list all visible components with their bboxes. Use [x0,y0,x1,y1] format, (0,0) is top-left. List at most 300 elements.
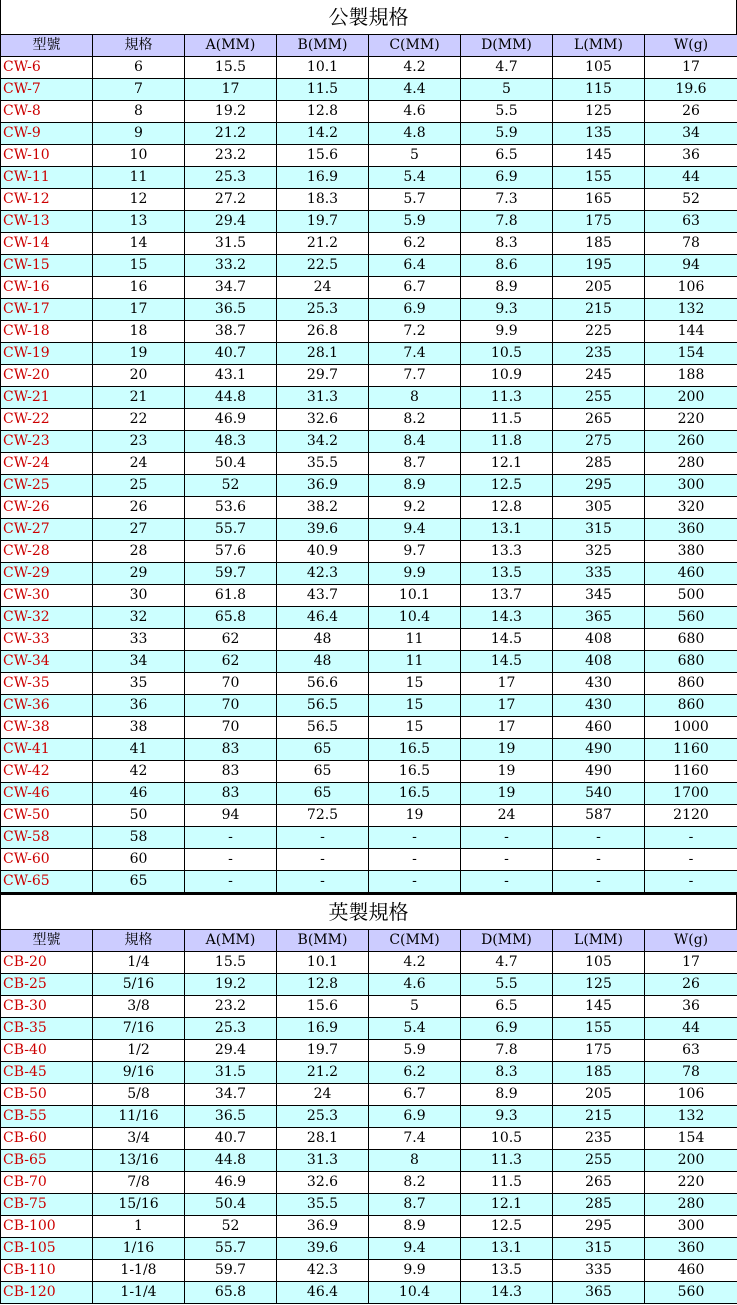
table-cell: 38.7 [185,321,277,343]
table-cell: 33.2 [185,255,277,277]
table-cell: 7 [93,79,185,101]
model-cell: CW-60 [1,849,93,871]
table-cell: 13/16 [93,1150,185,1172]
model-cell: CW-14 [1,233,93,255]
table-cell: 62 [185,629,277,651]
table-cell: 15.6 [277,145,369,167]
table-cell: 8 [369,1150,461,1172]
table-cell: 6.5 [461,996,553,1018]
model-cell: CW-58 [1,827,93,849]
table-cell: 29.4 [185,1040,277,1062]
table-cell: 19 [93,343,185,365]
table-cell: 7.4 [369,343,461,365]
table-cell: 9.2 [369,497,461,519]
imperial-title: 英製規格 [0,895,737,929]
table-cell: - [645,849,737,871]
table-cell: 63 [645,1040,737,1062]
table-cell: 220 [645,1172,737,1194]
table-cell: 17 [185,79,277,101]
table-row [1,255,737,277]
table-cell: 8.6 [461,255,553,277]
table-cell: 11 [93,167,185,189]
column-header: A(MM) [185,35,277,57]
table-row [1,1106,737,1128]
metric-table [0,34,737,893]
table-cell: 55.7 [185,1238,277,1260]
table-cell: 8.7 [369,1194,461,1216]
table-row [1,1282,737,1304]
table-cell: 144 [645,321,737,343]
table-cell: 25.3 [185,1018,277,1040]
table-cell: 14.5 [461,651,553,673]
table-cell: 4.7 [461,57,553,79]
table-row [1,101,737,123]
table-cell: 9.3 [461,299,553,321]
table-cell: 94 [645,255,737,277]
table-cell: 52 [185,1216,277,1238]
table-cell: 14.2 [277,123,369,145]
table-cell: 315 [553,1238,645,1260]
table-cell: 46.9 [185,409,277,431]
table-row [1,563,737,585]
table-cell: 22.5 [277,255,369,277]
table-cell: 106 [645,277,737,299]
table-cell: 11.5 [461,1172,553,1194]
column-header: C(MM) [369,930,461,952]
table-cell: 540 [553,783,645,805]
table-cell: 56.6 [277,673,369,695]
table-cell: 12.8 [277,101,369,123]
model-cell: CB-50 [1,1084,93,1106]
table-cell: 275 [553,431,645,453]
table-row [1,57,737,79]
table-cell: 21.2 [277,233,369,255]
column-header: 型號 [1,35,93,57]
table-cell: 6.2 [369,233,461,255]
table-cell: 16.5 [369,761,461,783]
table-cell: 1/16 [93,1238,185,1260]
table-row [1,607,737,629]
table-cell: 4.2 [369,952,461,974]
table-cell: 4.2 [369,57,461,79]
table-cell: - [553,827,645,849]
table-cell: 10.1 [369,585,461,607]
table-cell: 46.4 [277,1282,369,1304]
model-cell: CW-24 [1,453,93,475]
table-cell: 345 [553,585,645,607]
table-cell: 1700 [645,783,737,805]
table-cell: 155 [553,167,645,189]
table-cell: 132 [645,299,737,321]
table-cell: 7.2 [369,321,461,343]
table-cell: 335 [553,1260,645,1282]
table-cell: - [277,827,369,849]
table-cell: 42.3 [277,1260,369,1282]
table-cell: 155 [553,1018,645,1040]
table-row [1,651,737,673]
table-cell: 65 [277,783,369,805]
table-cell: 587 [553,805,645,827]
table-cell: 408 [553,651,645,673]
table-cell: 31.5 [185,233,277,255]
table-cell: 32.6 [277,409,369,431]
table-cell: 460 [645,563,737,585]
table-cell: 12.8 [277,974,369,996]
table-cell: 29.7 [277,365,369,387]
table-row [1,299,737,321]
table-cell: 10.5 [461,1128,553,1150]
table-cell: 65 [277,739,369,761]
table-cell: 5/8 [93,1084,185,1106]
table-cell: 35.5 [277,1194,369,1216]
table-cell: 48 [277,629,369,651]
table-cell: 560 [645,607,737,629]
model-cell: CW-20 [1,365,93,387]
table-cell: 5.5 [461,974,553,996]
table-cell: 13.1 [461,1238,553,1260]
imperial-table [0,929,737,1304]
table-cell: 41 [93,739,185,761]
table-cell: 52 [185,475,277,497]
table-row [1,497,737,519]
table-cell: 44.8 [185,1150,277,1172]
table-cell: 325 [553,541,645,563]
table-cell: 65.8 [185,607,277,629]
table-row [1,541,737,563]
model-cell: CW-9 [1,123,93,145]
table-cell: 15 [93,255,185,277]
table-cell: 24 [93,453,185,475]
table-cell: 25.3 [277,1106,369,1128]
model-cell: CW-17 [1,299,93,321]
model-cell: CW-23 [1,431,93,453]
table-cell: 65 [93,871,185,893]
table-cell: 145 [553,145,645,167]
table-cell: 185 [553,233,645,255]
table-cell: 5.4 [369,1018,461,1040]
table-cell: 3/8 [93,996,185,1018]
table-cell: 24 [277,277,369,299]
table-cell: 19.2 [185,101,277,123]
table-cell: 56.5 [277,695,369,717]
table-cell: 18.3 [277,189,369,211]
table-cell: 36.9 [277,475,369,497]
table-cell: 70 [185,717,277,739]
table-cell: 36.5 [185,1106,277,1128]
table-cell: 315 [553,519,645,541]
table-cell: 58 [93,827,185,849]
table-cell: 9.3 [461,1106,553,1128]
table-cell: 83 [185,761,277,783]
table-cell: 6.9 [369,1106,461,1128]
table-row [1,211,737,233]
table-cell: 860 [645,695,737,717]
table-cell: 17 [93,299,185,321]
table-cell: 5.7 [369,189,461,211]
table-cell: 125 [553,101,645,123]
table-cell: 31.5 [185,1062,277,1084]
model-cell: CW-10 [1,145,93,167]
table-cell: 53.6 [185,497,277,519]
model-cell: CW-15 [1,255,93,277]
table-cell: 15 [369,717,461,739]
table-row [1,1194,737,1216]
metric-title: 公製規格 [0,0,737,34]
model-cell: CW-18 [1,321,93,343]
table-cell: 165 [553,189,645,211]
table-row [1,1018,737,1040]
table-row [1,871,737,893]
table-cell: 680 [645,629,737,651]
table-cell: 83 [185,739,277,761]
metric-header-row [1,35,737,57]
table-cell: 28 [93,541,185,563]
table-cell: 154 [645,343,737,365]
table-cell: 4.4 [369,79,461,101]
table-cell: 50.4 [185,453,277,475]
table-row [1,233,737,255]
table-cell: - [185,849,277,871]
table-cell: 25.3 [185,167,277,189]
model-cell: CB-60 [1,1128,93,1150]
table-cell: - [185,871,277,893]
table-cell: 430 [553,673,645,695]
table-cell: 11.3 [461,1150,553,1172]
table-cell: 490 [553,761,645,783]
table-row [1,974,737,996]
model-cell: CW-38 [1,717,93,739]
table-cell: 16.9 [277,1018,369,1040]
table-cell: 200 [645,1150,737,1172]
table-cell: 6.9 [369,299,461,321]
table-row [1,952,737,974]
model-cell: CW-21 [1,387,93,409]
model-cell: CW-29 [1,563,93,585]
table-cell: 6.7 [369,277,461,299]
table-cell: 65.8 [185,1282,277,1304]
table-cell: 34 [93,651,185,673]
table-cell: 94 [185,805,277,827]
table-cell: 285 [553,1194,645,1216]
table-cell: 4.6 [369,101,461,123]
table-cell: - [277,871,369,893]
table-row [1,629,737,651]
table-cell: 8.2 [369,409,461,431]
table-cell: 39.6 [277,1238,369,1260]
table-cell: 225 [553,321,645,343]
model-cell: CW-25 [1,475,93,497]
table-cell: - [553,871,645,893]
table-cell: 78 [645,1062,737,1084]
table-cell: 5 [461,79,553,101]
model-cell: CB-35 [1,1018,93,1040]
table-cell: 1000 [645,717,737,739]
table-cell: 135 [553,123,645,145]
table-cell: 1160 [645,761,737,783]
table-cell: 78 [645,233,737,255]
model-cell: CB-70 [1,1172,93,1194]
table-cell: - [645,871,737,893]
table-cell: 235 [553,343,645,365]
table-cell: 12.1 [461,453,553,475]
table-cell: 245 [553,365,645,387]
table-row [1,431,737,453]
table-cell: 21.2 [277,1062,369,1084]
model-cell: CW-12 [1,189,93,211]
table-cell: 25.3 [277,299,369,321]
table-cell: 1 [93,1216,185,1238]
table-cell: 490 [553,739,645,761]
table-cell: 36 [93,695,185,717]
table-cell: 300 [645,475,737,497]
model-cell: CB-30 [1,996,93,1018]
model-cell: CB-25 [1,974,93,996]
table-cell: 1160 [645,739,737,761]
table-cell: 20 [93,365,185,387]
table-cell: 430 [553,695,645,717]
table-cell: 21.2 [185,123,277,145]
table-cell: 195 [553,255,645,277]
model-cell: CB-120 [1,1282,93,1304]
table-cell: 6.9 [461,167,553,189]
table-cell: 50 [93,805,185,827]
imperial-table-body [1,952,737,1304]
table-cell: - [461,871,553,893]
table-cell: 5.9 [461,123,553,145]
table-cell: 11.8 [461,431,553,453]
model-cell: CW-19 [1,343,93,365]
table-cell: 8.2 [369,1172,461,1194]
table-cell: 11 [369,651,461,673]
table-cell: 65 [277,761,369,783]
table-cell: 4.7 [461,952,553,974]
table-cell: 132 [645,1106,737,1128]
table-cell: 5 [369,145,461,167]
table-row [1,123,737,145]
table-cell: 59.7 [185,1260,277,1282]
table-cell: 14.3 [461,607,553,629]
table-cell: 36 [645,996,737,1018]
table-row [1,167,737,189]
table-cell: - [645,827,737,849]
table-row [1,761,737,783]
model-cell: CW-27 [1,519,93,541]
table-cell: 13 [93,211,185,233]
table-cell: 55.7 [185,519,277,541]
table-cell: - [461,849,553,871]
table-row [1,1150,737,1172]
table-cell: 17 [461,695,553,717]
table-cell: 29.4 [185,211,277,233]
table-cell: 5/16 [93,974,185,996]
table-cell: 500 [645,585,737,607]
table-cell: 16 [93,277,185,299]
table-row [1,695,737,717]
model-cell: CW-34 [1,651,93,673]
table-cell: 6.7 [369,1084,461,1106]
table-cell: 2120 [645,805,737,827]
table-cell: 1/2 [93,1040,185,1062]
table-row [1,739,737,761]
table-cell: 23 [93,431,185,453]
table-cell: 34.7 [185,1084,277,1106]
table-cell: 8.3 [461,233,553,255]
table-cell: 19 [461,783,553,805]
table-cell: - [185,827,277,849]
table-cell: 460 [645,1260,737,1282]
table-row [1,1216,737,1238]
table-cell: 27 [93,519,185,541]
table-cell: 70 [185,673,277,695]
table-cell: 265 [553,1172,645,1194]
table-cell: 42.3 [277,563,369,585]
table-cell: 5.9 [369,211,461,233]
table-cell: 6.5 [461,145,553,167]
table-cell: - [369,827,461,849]
table-cell: 27.2 [185,189,277,211]
table-cell: 8 [93,101,185,123]
table-cell: 56.5 [277,717,369,739]
table-cell: 1/4 [93,952,185,974]
model-cell: CW-42 [1,761,93,783]
table-row [1,827,737,849]
table-cell: 8.9 [461,277,553,299]
column-header: 規格 [93,35,185,57]
table-cell: 12 [93,189,185,211]
table-cell: 11 [369,629,461,651]
table-cell: 255 [553,387,645,409]
table-cell: 16.9 [277,167,369,189]
table-cell: 57.6 [185,541,277,563]
table-cell: 15/16 [93,1194,185,1216]
table-cell: 200 [645,387,737,409]
table-row [1,409,737,431]
table-row [1,365,737,387]
table-cell: 18 [93,321,185,343]
table-row [1,1040,737,1062]
model-cell: CW-46 [1,783,93,805]
table-cell: 235 [553,1128,645,1150]
table-row [1,189,737,211]
table-cell: 220 [645,409,737,431]
table-cell: 680 [645,651,737,673]
column-header: W(g) [645,35,737,57]
table-row [1,1172,737,1194]
table-cell: 32 [93,607,185,629]
table-cell: 11/16 [93,1106,185,1128]
table-row [1,585,737,607]
table-cell: 105 [553,952,645,974]
table-cell: 12.5 [461,475,553,497]
table-row [1,1128,737,1150]
model-cell: CW-32 [1,607,93,629]
table-cell: 7.8 [461,211,553,233]
table-cell: 9.4 [369,1238,461,1260]
table-cell: 12.8 [461,497,553,519]
table-cell: 19.6 [645,79,737,101]
table-cell: 16.5 [369,739,461,761]
table-cell: 280 [645,453,737,475]
table-cell: 33 [93,629,185,651]
table-row [1,321,737,343]
model-cell: CW-13 [1,211,93,233]
column-header: A(MM) [185,930,277,952]
table-cell: 15 [369,695,461,717]
table-cell: 13.3 [461,541,553,563]
table-cell: 28.1 [277,1128,369,1150]
table-cell: 34 [645,123,737,145]
model-cell: CB-55 [1,1106,93,1128]
